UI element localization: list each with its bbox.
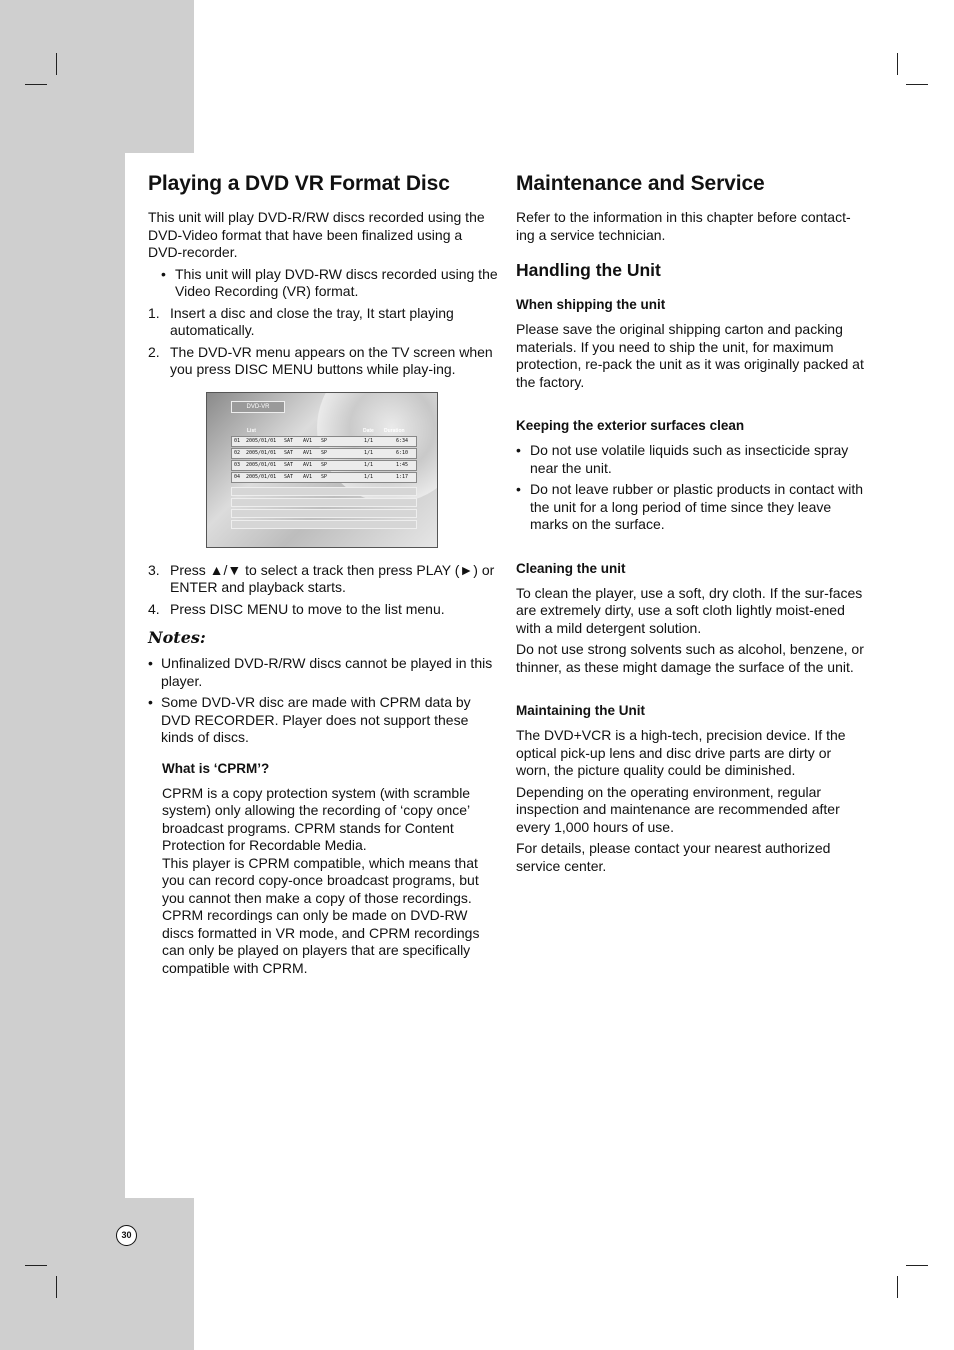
cprm-paragraph: This player is CPRM compatible, which means that you can record copy-once broadcast programs, but you cannot then make a copy of those recordings. CPRM recordings can only be made on DVD-RW discs formatted in VR mode, and CPRM recordings can only be played on players that are specifically compatible with CPRM. [162, 854, 480, 976]
cprm-heading: What is ‘CPRM’? [162, 760, 270, 776]
section-title-maintenance: Maintenance and Service [516, 172, 765, 195]
note-item: • Some DVD-VR disc are made with CPRM data by DVD RECORDER. Player does not support these kinds of discs. [148, 694, 471, 745]
crop-mark [897, 1276, 898, 1298]
menu-list [231, 436, 417, 531]
intro-paragraph: Refer to the information in this chapter before contact-ing a service technician. [516, 209, 851, 243]
crop-mark [25, 84, 47, 85]
subsection-title: Handling the Unit [516, 260, 661, 280]
cleaning-paragraph: Do not use strong solvents such as alcohol, benzene, or thinner, as these might damage the surface of the unit. [516, 641, 864, 675]
list-item: 02 2005/01/01 SAT AV1 SP 1/1 6:10 [231, 448, 417, 459]
left-column [148, 172, 498, 981]
cleaning-paragraph: To clean the player, use a soft, dry cloth. If the sur-faces are extremely dirty, use a soft cloth lightly moist-ened with a mild detergent solution. [516, 584, 863, 636]
shipping-paragraph: Please save the original shipping carton and packing materials. If you need to ship the unit, for maximum protection, re-pack the unit as it was originally packed at the factory. [516, 321, 864, 390]
list-item: • This unit will play DVD-RW discs recorded using the Video Recording (VR) format. [161, 265, 498, 299]
page-number: 30 [116, 1225, 137, 1246]
right-column [516, 172, 868, 879]
maintaining-paragraph: The DVD+VCR is a high-tech, precision device. If the optical pick-up lens and disc drive parts are dirty or worn, the picture quality could be diminished. [516, 727, 846, 778]
shipping-heading: When shipping the unit [516, 297, 666, 312]
maintaining-paragraph: For details, please contact your nearest authorized service center. [516, 840, 831, 874]
crop-mark [56, 53, 57, 75]
empty-row [231, 487, 417, 496]
empty-row [231, 498, 417, 507]
list-item: • Do not use volatile liquids such as insecticide spray near the unit. [516, 442, 849, 476]
step-item: 2. The DVD-VR menu appears on the TV screen when you press DISC MENU buttons while play-ing. [148, 343, 493, 377]
intro-paragraph: This unit will play DVD-R/RW discs recorded using the DVD-Video format that have been finalized using a DVD-recorder. [148, 209, 485, 260]
list-item: 04 2005/01/01 SAT AV1 SP 1/1 1:17 [231, 472, 417, 483]
crop-mark [897, 53, 898, 75]
cprm-paragraph: CPRM is a copy protection system (with scramble system) only allowing the recording of ‘copy once’ broadcast programs. CPRM stands for Content Protection for Recordable Media. [162, 784, 471, 853]
cprm-block [148, 761, 498, 978]
list-item: • Do not leave rubber or plastic products in contact with the unit for a long period of time since they leave marks on the surface. [516, 481, 864, 532]
step-item: 3. Press ▲/▼ to select a track then press PLAY (►) or ENTER and playback starts. [148, 561, 495, 595]
empty-row [231, 509, 417, 518]
crop-mark [25, 1265, 47, 1266]
page-margin-band-top [0, 0, 194, 153]
bullet-icon: • [161, 265, 166, 282]
bullet-icon: • [516, 481, 521, 497]
step-item: 1. Insert a disc and close the tray, It start playing automatically. [148, 304, 454, 338]
maintaining-heading: Maintaining the Unit [516, 703, 645, 718]
note-item: • Unfinalized DVD-R/RW discs cannot be played in this player. [148, 655, 493, 689]
exterior-heading: Keeping the exterior surfaces clean [516, 418, 745, 433]
maintaining-paragraph: Depending on the operating environment, regular inspection and maintenance are recommended after every 1,000 hours of use. [516, 783, 840, 835]
page-margin-band-bottom [0, 1198, 194, 1350]
crop-mark [56, 1276, 57, 1298]
bullet-icon: • [148, 655, 153, 671]
empty-row [231, 520, 417, 529]
dvd-vr-menu-screenshot: DVD-VR List Date Duration 01 2005/01/01 SAT AV1 SP 1/1 6:34 02 2005/01/01 SAT AV1 SP 1/1 6:10 03 2005/01/01 SAT AV1 SP 1/1 1:45 04 2005/01/01 SAT AV1 SP 1/1 1:17 [206, 392, 438, 548]
page-margin-band [0, 153, 125, 1198]
bullet-icon: • [148, 694, 153, 710]
crop-mark [906, 1265, 928, 1266]
cleaning-heading: Cleaning the unit [516, 560, 626, 576]
step-item: 4. Press DISC MENU to move to the list menu. [148, 600, 445, 617]
list-item: 03 2005/01/01 SAT AV1 SP 1/1 1:45 [231, 460, 417, 471]
notes-heading: Notes: [148, 628, 206, 647]
menu-tab: DVD-VR [231, 401, 285, 413]
bullet-icon: • [516, 442, 521, 458]
crop-mark [906, 84, 928, 85]
section-title-dvd-vr: Playing a DVD VR Format Disc [148, 172, 450, 195]
list-item: 01 2005/01/01 SAT AV1 SP 1/1 6:34 [231, 436, 417, 447]
